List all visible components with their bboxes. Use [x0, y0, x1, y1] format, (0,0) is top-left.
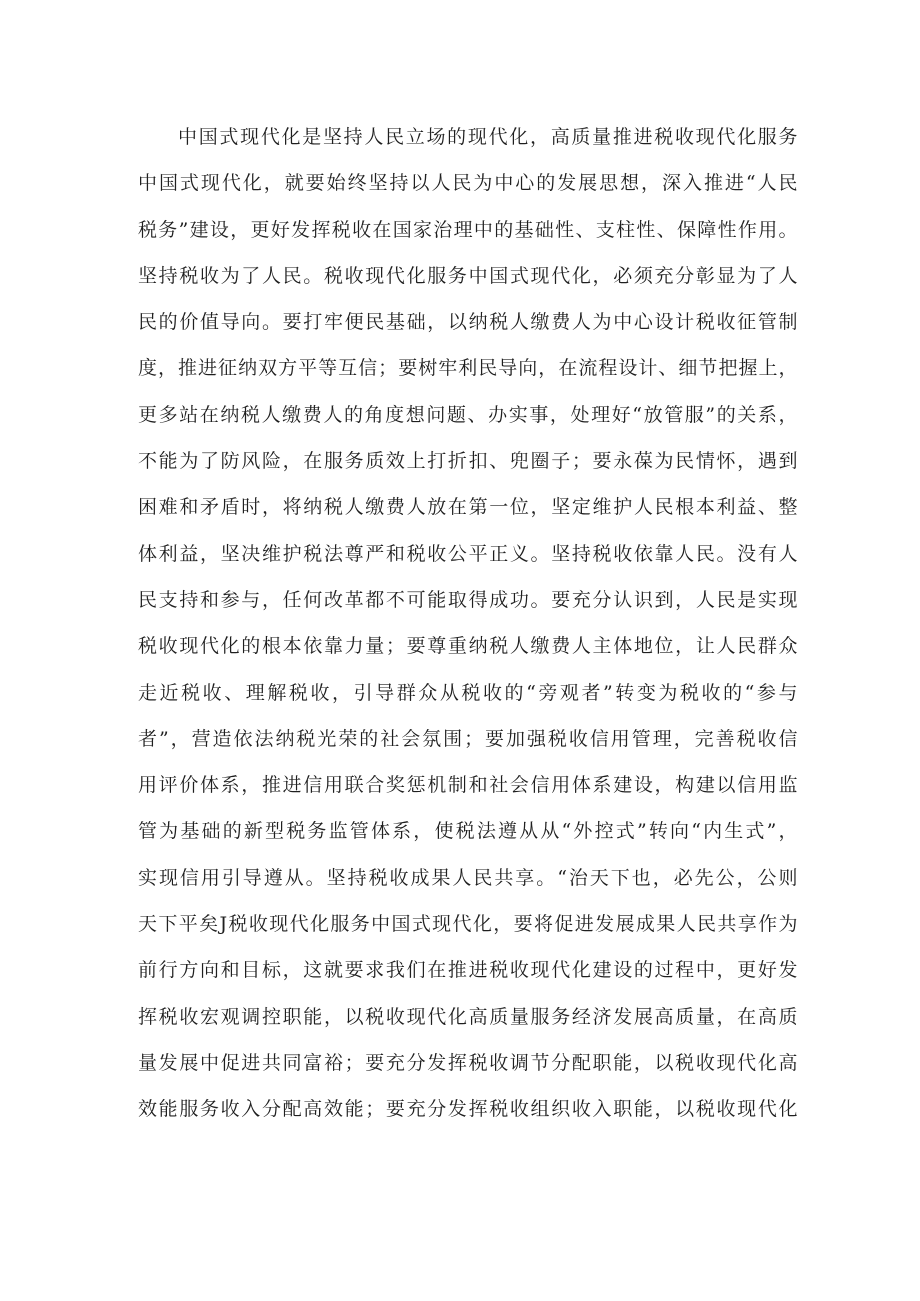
text-line: 前行方向和目标，这就要求我们在推进税收现代化建设的过程中，更好发 — [138, 959, 798, 982]
text-line: 中国式现代化是坚持人民立场的现代化，高质量推进税收现代化服务 — [178, 126, 798, 148]
text-line: 用评价体系，推进信用联合奖惩机制和社会信用体系建设，构建以信用监 — [138, 774, 798, 797]
text-line: 不能为了防风险，在服务质效上打折扣、兜圈子；要永葆为民情怀，遇到 — [138, 450, 798, 473]
text-line: 度，推进征纳双方平等互信；要树牢利民导向，在流程设计、细节把握上， — [138, 357, 798, 380]
text-line: 管为基础的新型税务监管体系，使税法遵从从“外控式”转向“内生式”， — [138, 820, 798, 843]
text-line: 天下平矣J税收现代化服务中国式现代化，要将促进发展成果人民共享作为 — [138, 913, 798, 936]
text-line: 体利益，坚决维护税法尊严和税收公平正义。坚持税收依靠人民。没有人 — [138, 542, 798, 565]
text-line: 走近税收、理解税收，引导群众从税收的“旁观者”转变为税收的“参与 — [138, 681, 798, 704]
text-line: 中国式现代化，就要始终坚持以人民为中心的发展思想，深入推进“人民 — [138, 172, 798, 195]
text-line: 坚持税收为了人民。税收现代化服务中国式现代化，必须充分彰显为了人 — [138, 264, 798, 287]
text-line: 挥税收宏观调控职能，以税收现代化高质量服务经济发展高质量，在高质 — [138, 1005, 798, 1028]
text-line: 更多站在纳税人缴费人的角度想问题、办实事，处理好“放管服”的关系， — [138, 403, 798, 426]
text-line: 实现信用引导遵从。坚持税收成果人民共享。“治天下也，必先公，公则 — [138, 866, 798, 889]
text-line: 量发展中促进共同富裕；要充分发挥税收调节分配职能，以税收现代化高 — [138, 1051, 798, 1074]
text-line: 税收现代化的根本依靠力量；要尊重纳税人缴费人主体地位，让人民群众 — [138, 635, 798, 658]
text-line: 民的价值导向。要打牢便民基础，以纳税人缴费人为中心设计税收征管制 — [138, 311, 798, 334]
text-line: 困难和矛盾时，将纳税人缴费人放在第一位，坚定维护人民根本利益、整 — [138, 496, 798, 519]
body-paragraph — [138, 114, 798, 1133]
text-line: 效能服务收入分配高效能；要充分发挥税收组织收入职能，以税收现代化 — [138, 1098, 798, 1121]
text-line: 税务”建设，更好发挥税收在国家治理中的基础性、支柱性、保障性作用。 — [138, 218, 798, 241]
text-line: 者”，营造依法纳税光荣的社会氛围；要加强税收信用管理，完善税收信 — [138, 727, 798, 750]
text-line: 民支持和参与，任何改革都不可能取得成功。要充分认识到，人民是实现 — [138, 588, 798, 611]
